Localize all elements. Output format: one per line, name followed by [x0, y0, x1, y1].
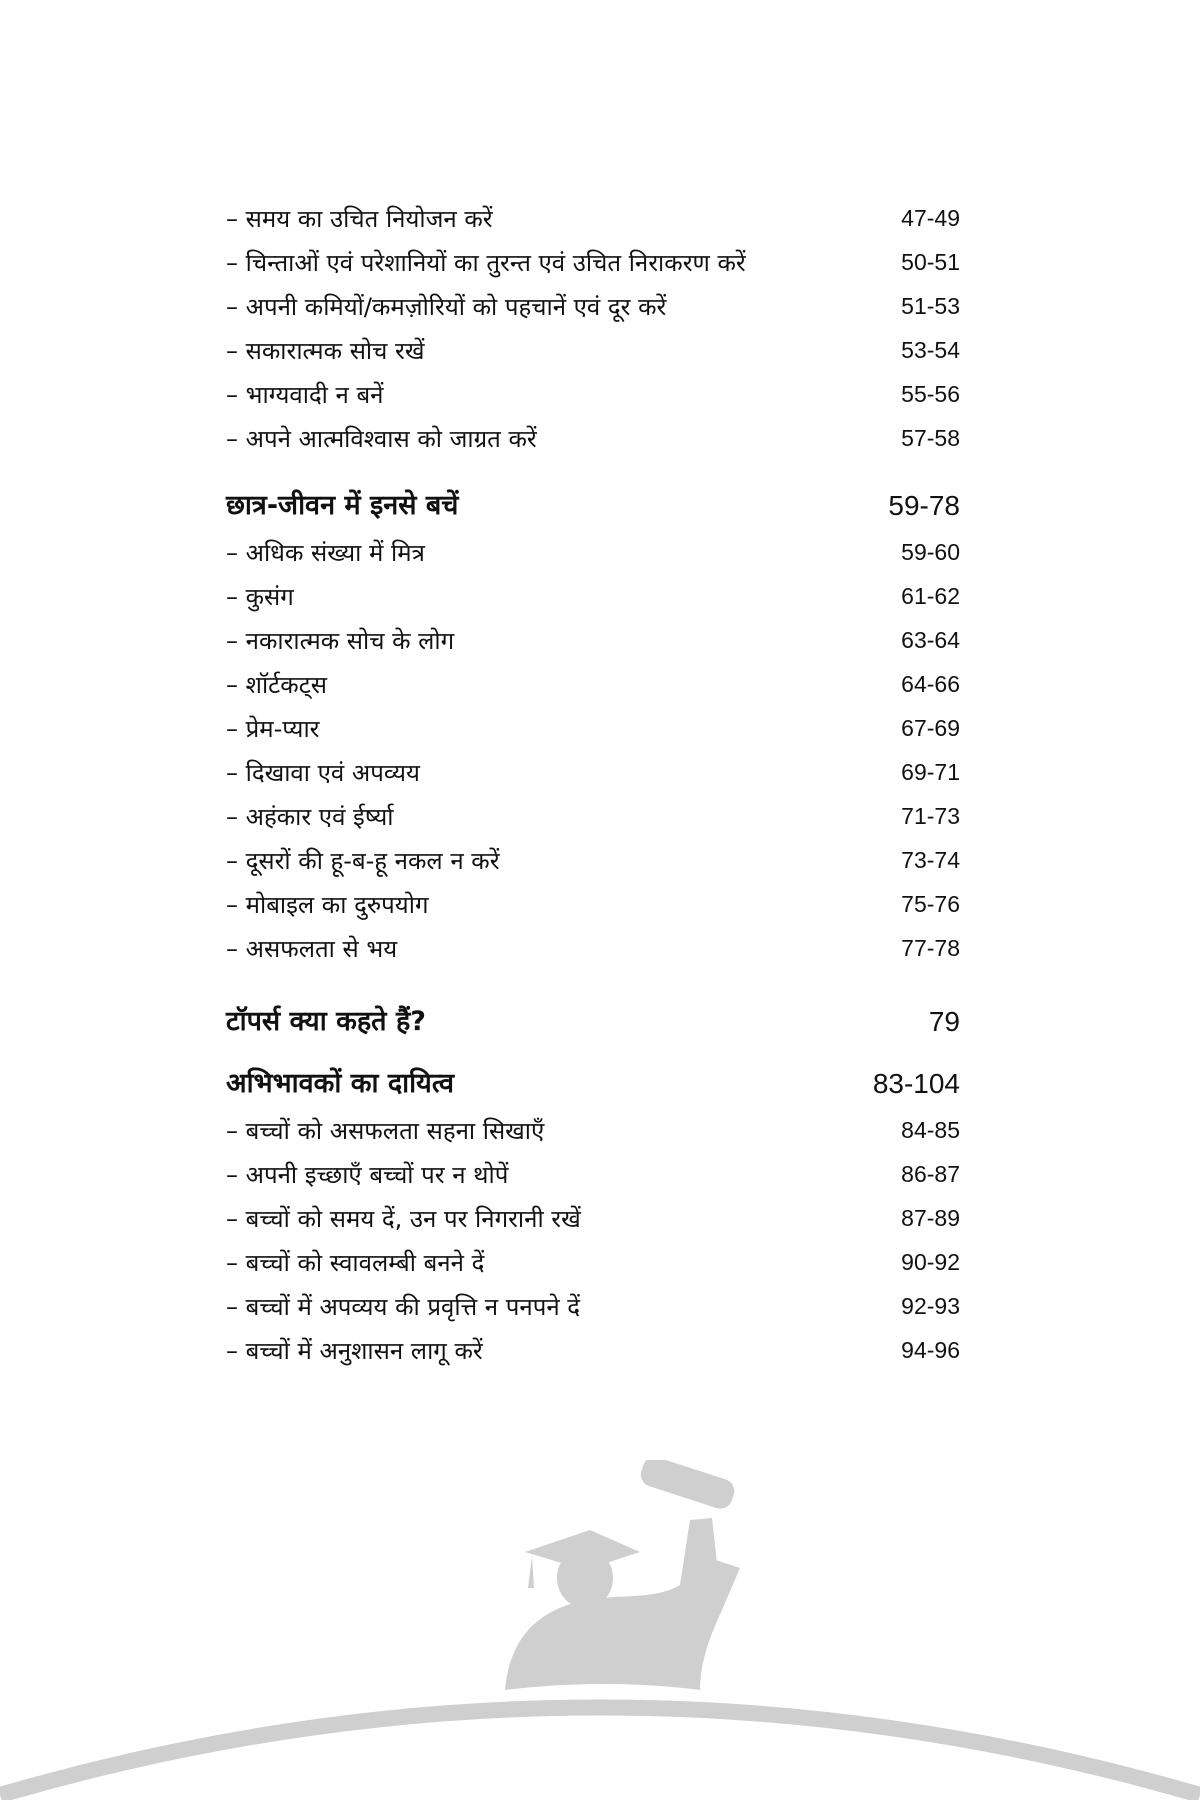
toc-entry[interactable] — [226, 662, 960, 706]
toc-entry-title: – दूसरों की हू-ब-हू नकल न करें — [226, 846, 500, 875]
toc-section-title: टॉपर्स क्या कहते हैं? — [226, 1006, 426, 1037]
toc-entry-pages: 47-49 — [901, 204, 960, 231]
toc-entry-pages: 63-64 — [901, 626, 960, 653]
toc-entry-pages: 55-56 — [901, 380, 960, 407]
toc-section-heading[interactable] — [226, 1046, 960, 1108]
toc-entry-pages: 75-76 — [901, 890, 960, 917]
toc-section-pages: 79 — [928, 1006, 960, 1037]
toc-entry-pages: 84-85 — [901, 1116, 960, 1143]
toc-entry-pages: 73-74 — [901, 846, 960, 873]
toc-section-heading[interactable] — [226, 468, 960, 530]
toc-section-heading[interactable] — [226, 984, 960, 1046]
toc-entry-title: – सकारात्मक सोच रखें — [226, 336, 425, 365]
toc-entry[interactable] — [226, 372, 960, 416]
toc-entry-title: – अपनी इच्छाएँ बच्चों पर न थोपें — [226, 1160, 509, 1189]
toc-section-pages: 83-104 — [872, 1068, 960, 1099]
toc-entry-pages: 64-66 — [901, 670, 960, 697]
toc-entry-title: – भाग्यवादी न बनें — [226, 380, 384, 409]
toc-entry[interactable] — [226, 416, 960, 460]
toc-entry-pages: 71-73 — [901, 802, 960, 829]
graduate-silhouette-decoration — [0, 1460, 1200, 1800]
toc-entry-title: – शॉर्टकट्स — [226, 670, 328, 699]
toc-entry-title: – समय का उचित नियोजन करें — [226, 204, 493, 233]
toc-entry-title: – असफलता से भय — [226, 934, 398, 963]
toc-entry[interactable] — [226, 750, 960, 794]
toc-entry[interactable] — [226, 882, 960, 926]
toc-section-title: छात्र-जीवन में इनसे बचें — [226, 490, 459, 521]
toc-entry-pages: 69-71 — [901, 758, 960, 785]
toc-entry-title: – बच्चों में अनुशासन लागू करें — [226, 1336, 483, 1365]
toc-entry-title: – अधिक संख्या में मित्र — [226, 538, 425, 567]
spacer — [226, 460, 960, 468]
toc-entry-title: – नकारात्मक सोच के लोग — [226, 626, 455, 655]
graduate-icon — [505, 1460, 740, 1690]
toc-entry-pages: 77-78 — [901, 934, 960, 961]
toc-entry-title: – अहंकार एवं ईर्ष्या — [226, 802, 394, 831]
toc-entry[interactable] — [226, 926, 960, 970]
toc-entry[interactable] — [226, 196, 960, 240]
toc-entry-title: – बच्चों में अपव्यय की प्रवृत्ति न पनपने दें — [226, 1292, 581, 1321]
toc-entry-title: – अपने आत्मविश्वास को जाग्रत करें — [226, 424, 537, 453]
toc-entry[interactable] — [226, 794, 960, 838]
toc-entry[interactable] — [226, 328, 960, 372]
toc-entry[interactable] — [226, 838, 960, 882]
toc-entry[interactable] — [226, 1108, 960, 1152]
toc-entry[interactable] — [226, 1240, 960, 1284]
toc-entry[interactable] — [226, 574, 960, 618]
toc-entry-pages: 57-58 — [901, 424, 960, 451]
toc-entry-title: – बच्चों को स्वावलम्बी बनने दें — [226, 1248, 485, 1277]
toc-entry-title: – दिखावा एवं अपव्यय — [226, 758, 420, 787]
toc-entry[interactable] — [226, 618, 960, 662]
toc-entry-pages: 67-69 — [901, 714, 960, 741]
toc-entry-title: – बच्चों को समय दें, उन पर निगरानी रखें — [226, 1204, 581, 1233]
arc-icon — [0, 1708, 1200, 1796]
table-of-contents — [226, 196, 960, 1372]
toc-entry[interactable] — [226, 1328, 960, 1372]
toc-entry[interactable] — [226, 530, 960, 574]
toc-entry[interactable] — [226, 240, 960, 284]
toc-entry-pages: 92-93 — [901, 1292, 960, 1319]
toc-entry-title: – मोबाइल का दुरुपयोग — [226, 890, 429, 919]
toc-entry[interactable] — [226, 1152, 960, 1196]
toc-entry[interactable] — [226, 706, 960, 750]
toc-entry-title: – कुसंग — [226, 582, 294, 611]
toc-entry-pages: 90-92 — [901, 1248, 960, 1275]
toc-entry[interactable] — [226, 1284, 960, 1328]
toc-entry[interactable] — [226, 284, 960, 328]
toc-entry-pages: 53-54 — [901, 336, 960, 363]
toc-section-pages: 59-78 — [888, 490, 960, 521]
toc-entry-title: – प्रेम-प्यार — [226, 714, 320, 743]
toc-entry-pages: 51-53 — [901, 292, 960, 319]
toc-entry-pages: 86-87 — [901, 1160, 960, 1187]
toc-section-title: अभिभावकों का दायित्व — [226, 1068, 454, 1099]
toc-entry[interactable] — [226, 1196, 960, 1240]
toc-entry-title: – बच्चों को असफलता सहना सिखाएँ — [226, 1116, 545, 1145]
toc-entry-pages: 50-51 — [901, 248, 960, 275]
toc-entry-pages: 87-89 — [901, 1204, 960, 1231]
toc-entry-title: – अपनी कमियों/कमज़ोरियों को पहचानें एवं दूर करें — [226, 292, 667, 321]
toc-entry-title: – चिन्ताओं एवं परेशानियों का तुरन्त एवं उचित निराकरण करें — [226, 248, 746, 277]
toc-entry-pages: 94-96 — [901, 1336, 960, 1363]
spacer — [226, 970, 960, 984]
toc-entry-pages: 61-62 — [901, 582, 960, 609]
toc-entry-pages: 59-60 — [901, 538, 960, 565]
